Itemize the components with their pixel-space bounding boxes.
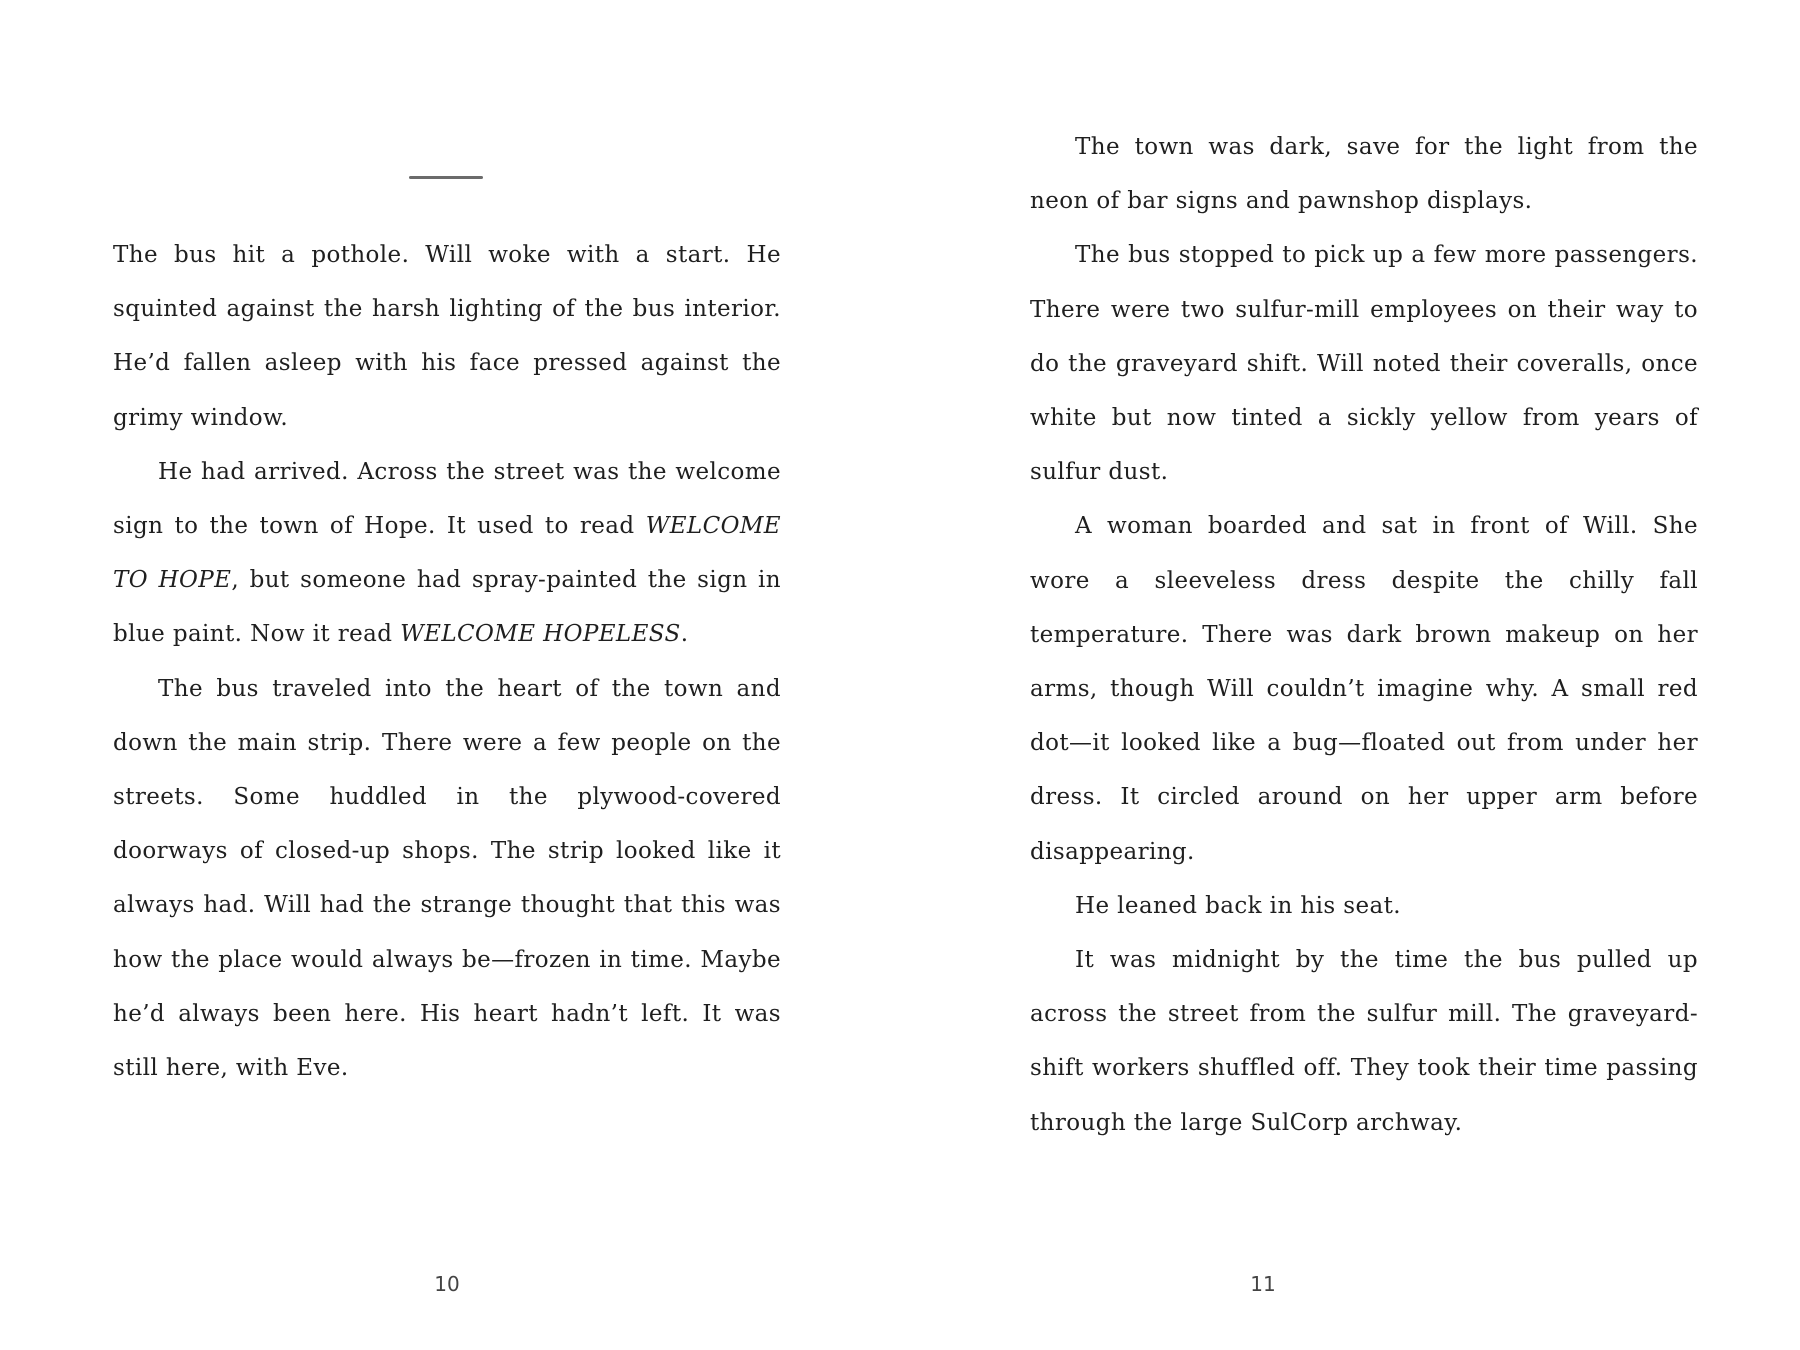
paragraph (1030, 499, 1698, 878)
paragraph-text: The bus stopped to pick up a few more passengers. There were two sulfur-mill employees on their way to do the graveyard shift. Will noted their coveralls, once white but now tinted a sickly yellow from years of sulfur dust. (1030, 242, 1698, 486)
paragraph (113, 228, 781, 445)
paragraph-text: He had arrived. Across the street was the welcome sign to the town of Hope. It used to read (113, 458, 781, 540)
italic-text: WELCOME TO HOPE (113, 513, 781, 594)
right-page-text (1030, 120, 1698, 1150)
paragraph (1030, 120, 1698, 228)
right-page (900, 0, 1800, 1350)
page-number-left: 10 (434, 1272, 460, 1296)
paragraph-text: , but someone had spray-painted the sign in blue paint. Now it read (113, 567, 781, 648)
paragraph-text: The bus traveled into the heart of the town and down the main strip. There were a few people on the streets. Some huddled in the plywood-covered doorways of closed-up shops. The strip looked like it always had. Will had the strange thought that this was how the place would always be—frozen in time. Maybe he’d always been here. His heart hadn’t left. It was still here, with Eve. (113, 675, 781, 1082)
left-page-text (113, 228, 781, 1095)
paragraph-text: The town was dark, save for the light from the neon of bar signs and pawnshop displays. (1030, 134, 1698, 215)
page-number-right: 11 (1250, 1272, 1276, 1296)
paragraph (1030, 228, 1698, 499)
paragraph-text: . (680, 621, 689, 648)
section-break-rule (409, 176, 483, 179)
paragraph-text: It was midnight by the time the bus pulled up across the street from the sulfur mill. The graveyard-shift workers shuffled off. They took their time passing through the large SulCorp archway. (1030, 947, 1698, 1136)
paragraph-text: He leaned back in his seat. (1075, 892, 1401, 919)
paragraph (113, 445, 781, 662)
italic-text: WELCOME HOPELESS (400, 621, 681, 648)
paragraph (1030, 879, 1698, 933)
paragraph (1030, 933, 1698, 1150)
paragraph-text: A woman boarded and sat in front of Will. She wore a sleeveless dress despite the chilly fall temperature. There was dark brown makeup on her arms, though Will couldn’t imagine why. A small red dot—it looked like a bug—floated out from under her dress. It circled around on her upper arm before disappearing. (1030, 513, 1698, 865)
paragraph (113, 662, 781, 1096)
paragraph-text: The bus hit a pothole. Will woke with a start. He squinted against the harsh lighting of the bus interior. He’d fallen asleep with his face pressed against the grimy window. (113, 242, 781, 431)
